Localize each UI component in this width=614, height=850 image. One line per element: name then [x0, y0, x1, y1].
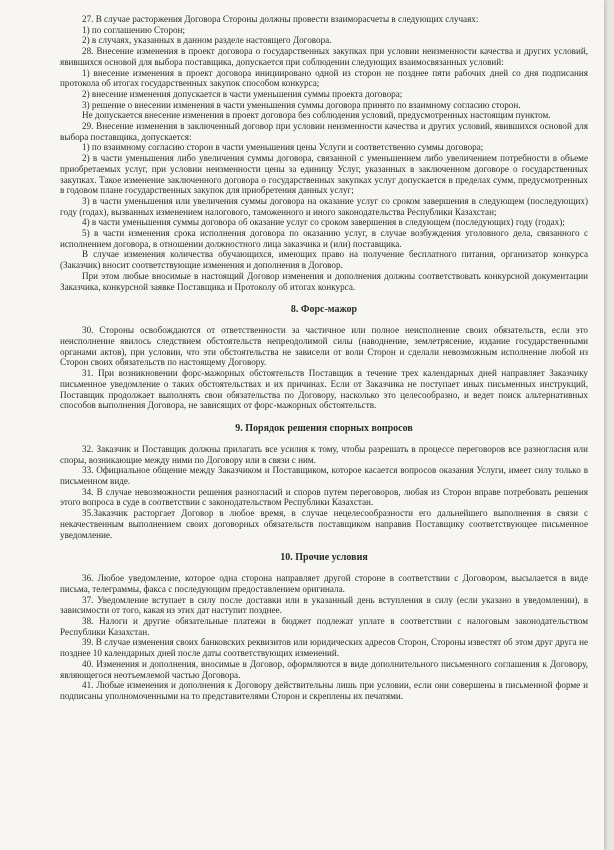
clause-28-item-3: 3) решение о внесении изменения в части уменьшения суммы договора принято по взаимному согласию сторон.: [82, 99, 521, 110]
clause-28-note: Не допускается внесение изменения в проект договора без соблюдения условий, предусмотренных настоящим пунктом.: [82, 110, 551, 121]
document-body: [60, 14, 588, 702]
clause-39: 39. В случае изменения своих банковских реквизитов или юридических адресов Сторон, Стороны известят об этом друг друга не позднее 10 календарных дней после даты соответствующих изменений.: [60, 637, 588, 659]
clause-32: 32. Заказчик и Поставщик должны прилагать все усилия к тому, чтобы разрешать в процессе переговоров все разногласия или споры, возникающие между ними по Договору или в связи с ним.: [60, 443, 588, 465]
clause-29-item-5: 5) в части изменения срока исполнения договора по оказанию услуг, в случае возбуждения уголовного дела, связанного с исполнением договора, в отношении должностного лица заказчика и (или) поставщика.: [60, 228, 588, 249]
clause-27-item-1: 1) по соглашению Сторон;: [82, 24, 185, 35]
clause-27-item-2: 2) в случаях, указанных в данном разделе настоящего Договора.: [82, 35, 332, 46]
section-heading-8: 8. Форс-мажор: [290, 304, 358, 316]
clause-28-item-2: 2) внесение изменения допускается в части уменьшения суммы проекта договора;: [82, 88, 403, 99]
clause-33: 33. Официальное общение между Заказчиком и Поставщиком, которое касается вопросов оказания Услуги, имеет силу только в письменном виде.: [60, 465, 588, 487]
clause-35: 35.Заказчик расторгает Договор в любое время, в случае нецелесообразности его дальнейшего выполнения в связи с некачественным выполнением своих договорных обязательств поставщиком направив Поставщику соответствующее письменное уведомление.: [60, 508, 588, 540]
clause-28-item-1: 1) внесение изменения в проект договора инициировано одной из сторон не позднее пяти рабочих дней со дня подписания протокола об итогах государственных закупок способом конкурса;: [60, 67, 588, 89]
clause-38: 38. Налоги и другие обязательные платежи в бюджет подлежат уплате в соответствии с налоговым законодательством Республики Казахстан.: [60, 616, 588, 637]
clause-29-item-2: 2) в части уменьшения либо увеличения суммы договора, связанной с уменьшением либо увеличением потребности в объеме приобретаемых услуг, при условии неизменности цены за единицу Услуг, указанных в заключенном договоре о государственных закупках. Такое изменение заключенного договора о государственных закупках услуг допускается в пределах сумм, предусмотренных в годовом плане государственных закупок для приобретения данных услуг;: [60, 153, 588, 196]
clause-41: 41. Любые изменения и дополнения к Договору действительны лишь при условии, если они совершены в письменной форме и подписаны уполномоченными на то представителями Сторон и скреплены их печатями.: [60, 680, 588, 701]
clause-40: 40. Изменения и дополнения, вносимые в Договор, оформляются в виде дополнительного письменного соглашения к Договору, являющегося неотъемлемой частью Договора.: [60, 658, 588, 680]
clause-37: 37. Уведомление вступает в силу после доставки или в указанный день вступления в силу (если указано в уведомлении), в зависимости от того, какая из этих дат наступит позднее.: [60, 594, 588, 616]
clause-30: 30. Стороны освобождаются от ответственности за частичное или полное неисполнение своих обязательств, если это неисполнение явилось следствием обстоятельств непреодолимой силы (наводнение, землетрясение, издание государственными органами актов), при условии, что эти обстоятельства не зависели от воли Сторон и сделали невозможным исполнение любой из Сторон своих обязательств по настоящему Договору.: [60, 325, 588, 368]
clause-31: 31. При возникновении форс-мажорных обстоятельств Поставщик в течение трех календарных дней направляет Заказчику письменное уведомление о таких обстоятельствах и их причинах. Если от Заказчика не поступает иных письменных инструкций, Поставщик продолжает выполнять свои обязательства по Договору, насколько это целесообразно, и ведет поиск альтернативных способов выполнения Договора, не зависящих от форс-мажорных обстоятельств.: [60, 368, 588, 411]
clause-27: 27. В случае расторжения Договора Стороны должны провести взаиморасчеты в следующих случаях:: [82, 14, 479, 24]
clause-29-item-1: 1) по взаимному согласию сторон в части уменьшения цены Услуги и соответственно суммы договора;: [82, 142, 484, 153]
clause-29-note-2: При этом любые вносимые в настоящий Договор изменения и дополнения должны соответствовать конкурсной документации Заказчика, конкурсной заявке Поставщика и Протоколу об итогах конкурса.: [60, 270, 588, 292]
clause-34: 34. В случае невозможности решения разногласий и споров путем переговоров, любая из Сторон вправе потребовать решения этого вопроса в суде в соответствии с законодательством Республики Казахстан.: [60, 486, 588, 508]
clause-29-item-4: 4) в части уменьшения суммы договора об оказание услуг со сроком завершения в следующем (последующих) году (годах);: [82, 217, 565, 228]
section-heading-10: 10. Прочие условия: [280, 552, 368, 564]
clause-29: 29. Внесение изменения в заключенный договор при условии неизменности качества и других условий, явившихся основой для выбора поставщика, допускается:: [60, 121, 588, 142]
clause-28: 28. Внесение изменения в проект договора о государственных закупках при условии неизменности качества и других условий, явившихся основой для выбора поставщика, допускается при соблюдении следующих взаимосвязанных условий:: [60, 46, 588, 67]
clause-29-item-3: 3) в части уменьшения или увеличения суммы договора на оказание услуг со сроком завершения в следующем (последующих) году (годах), вызванных изменением налогового, таможенного и иного законодательства Республики Казахстан;: [60, 195, 588, 217]
clause-29-note-1: В случае изменения количества обучающихся, имеющих право на получение бесплатного питания, организатор конкурса (Заказчик) вносит соответствующие изменения и дополнения в Договор.: [60, 249, 588, 271]
clause-36: 36. Любое уведомление, которое одна сторона направляет другой стороне в соответствии с Договором, высылается в виде письма, телеграммы, факса с последующим предоставлением оригинала.: [60, 573, 588, 594]
section-heading-9: 9. Порядок решения спорных вопросов: [235, 422, 413, 434]
